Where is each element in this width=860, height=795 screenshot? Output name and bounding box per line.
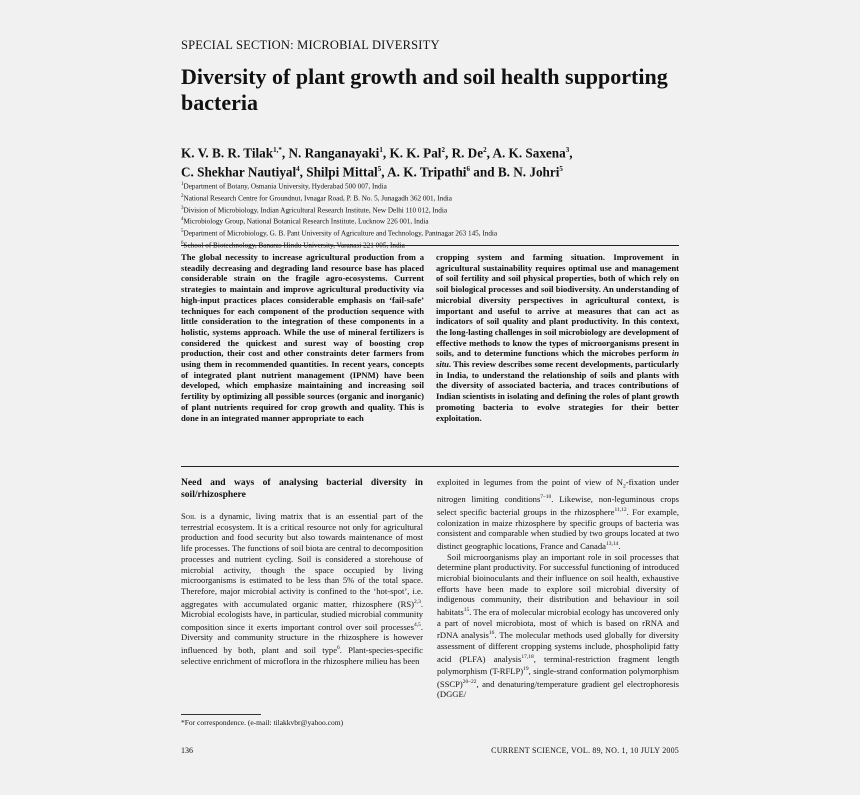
footnote-rule: [181, 714, 261, 715]
text-run: . Plant-species-specific selective enrichment of microflora in the rhizosphere milieu has been: [181, 645, 423, 666]
text-run: . Microbial ecologists have, in particular, studied microbial community composition since it exerts important control over soil processes: [181, 598, 423, 632]
article-page: [181, 0, 679, 795]
author-affiliation-mark: 1,*: [273, 146, 282, 154]
citation-ref: 17,18: [521, 653, 534, 660]
author-affiliation-mark: 3: [565, 146, 570, 154]
citation-ref: 11,12: [614, 506, 627, 513]
text-run: , single-strand conformation polymorphism (SSCP): [437, 665, 679, 689]
author-name: N. Ranganayaki: [288, 145, 380, 161]
text-run: Soil microorganisms play an important role in soil processes that determine plant productivity. For successful functioning of introduced microbial bioinoculants and their influence on soil health, exhaustive efforts have been made to explore soil microbial diversity of indigenous community, their distribution and behaviour in soil habitats: [437, 551, 679, 617]
page-number: 136: [181, 746, 193, 755]
body-column-left: [181, 477, 423, 666]
affiliation: $^1$Department of Botany, Osmania University, Hyderabad 500 007, India: [181, 182, 387, 191]
citation-ref: 2,3: [413, 598, 421, 605]
abstract-column-right: [436, 252, 679, 423]
abstract-bottom-rule: [181, 466, 679, 467]
section-heading: Need and ways of analysing bacterial diversity in soil/rhizosphere: [181, 477, 423, 500]
text-run: 2: [623, 483, 626, 490]
citation-ref: 20–22: [462, 678, 477, 685]
text-run: , and denaturing/temperature gradient gel electrophoresis (DGGE/: [437, 678, 679, 700]
author-name: A. K. Tripathi: [387, 164, 467, 180]
affiliation: $^3$Division of Microbiology, Indian Agricultural Research Institute, New Delhi 110 012, India: [181, 205, 448, 214]
text-run: Soil: [181, 511, 196, 521]
text-run: . The molecular methods used globally for diversity assessment of different cropping systems include, phospholipid fatty acid (PLFA) analysis: [437, 630, 679, 664]
citation-ref: 7–10: [540, 494, 552, 501]
text-run: is a dynamic, living matrix that is an essential part of the terrestrial ecosystem. It is a critical resource not only for agricultural production and food security but also towards maintenance of most life processes. The functions of soil biota are central to decomposition processes and nutrient cycling. Soil is considered a storehouse of microbial activity, though the space occupied by living microorganisms is estimated to be less than 5% of the total space. Therefore, major microbial activity is confined to the ‘hot-spot’, i.e. aggregates with accumulated organic matter, rhizosphere (RS): [181, 511, 423, 609]
author-list: K. V. B. R. Tilak$^{1,*}$, N. Ranganayaki$^1$, K. K. Pal$^2$, R. De$^2$, A. K. Saxena$^3$, C. Shekhar Nautiyal$^4$, Shilpi Mittal$^5$, A. K. Tripathi$^6$ and B. N. Johri$^5$: [181, 145, 573, 180]
body-paragraph: [437, 477, 679, 552]
text-run: exploited in legumes from the point of view of N: [437, 477, 624, 487]
author-affiliation-mark: 2: [441, 146, 445, 154]
text-run: .: [618, 540, 621, 551]
author-affiliation-mark: 2: [483, 146, 487, 154]
citation-ref: 6: [337, 645, 340, 652]
text-run: . Diversity and community structure in the rhizosphere is however influenced by both, plant and soil type: [181, 621, 423, 656]
citation-ref: 4,5: [413, 621, 421, 628]
affiliation: $^4$Microbiology Group, National Botanical Research Institute, Lucknow 226 001, India: [181, 217, 429, 226]
author-name: C. Shekhar Nautiyal: [181, 164, 297, 180]
body-paragraph: [181, 511, 423, 666]
author-name: Shilpi Mittal: [306, 164, 378, 180]
correspondence-footnote: *For correspondence. (e-mail: tilakkvbr@yahoo.com): [181, 718, 344, 727]
text-run: , terminal-restriction fragment length polymorphism (T-RFLP): [437, 653, 679, 676]
section-label: SPECIAL SECTION: MICROBIAL DIVERSITY: [181, 38, 440, 52]
citation-ref: 16: [488, 630, 495, 637]
author-affiliation-mark: 5: [377, 165, 382, 174]
abstract-top-rule: [181, 245, 679, 246]
author-name: R. De: [451, 145, 484, 161]
affiliation: $^2$National Research Centre for Groundnut, Ivnagar Road, P. B. No. 5, Junagadh 362 001, India: [181, 193, 452, 203]
author-affiliation-mark: 5: [559, 165, 563, 174]
author-name: K. V. B. R. Tilak: [181, 145, 274, 161]
author-name: A. K. Saxena: [492, 145, 566, 161]
abstract-italic-term: in situ: [436, 348, 679, 370]
text-run: . For example, colonization in maize rhizosphere by specific groups of bacteria was consistent and comparable when studied by two groups located at two distinct geographic locations, France and Canada: [437, 506, 679, 551]
body-column-right: [437, 477, 679, 700]
citation-ref: 19: [523, 666, 529, 673]
citation-ref: 13,14: [605, 540, 619, 547]
affiliation: $^5$Department of Microbiology, G. B. Pant University of Agriculture and Technology, Pantnagar 263 145, India: [181, 229, 498, 238]
author-name: B. N. Johri: [497, 164, 560, 180]
text-run: -fixation under nitrogen limiting conditions: [437, 477, 679, 505]
abstract-column-left: [181, 252, 424, 423]
article-title: Diversity of plant growth and soil health supporting bacteria: [181, 64, 668, 115]
citation-ref: 15: [463, 607, 470, 614]
text-run: . Likewise, non-leguminous crops select specific bacterial groups in the rhizosphere: [437, 494, 679, 517]
abstract-text-right: [436, 252, 679, 423]
abstract-text-left: The global necessity to increase agricultural production from a steadily decreasing and degrading land resource base has placed considerable strain on the fragile agro-ecosystems. Current strategies to maintain and improve agricultural productivity via high-input practices places considerable emphasis on ‘fail-safe’ techniques for each component of the production sequence with little consideration to the integration of these components in a holistic, systems approach. While the use of mineral fertilizers is considered the quickest and surest way of boosting crop production, their cost and other constraints deter farmers from using them in recommended quantities. In recent years, concepts of integrated plant nutrient management (IPNM) have been developed, which emphasize maintaining and increasing soil fertility by optimizing all possible sources (organic and inorganic) of plant nutrients required for crop growth and quality. This is done in an integrated manner appropriate to each: [181, 252, 424, 423]
article-body: [181, 477, 679, 737]
body-paragraph: [437, 552, 679, 700]
text-run: . The era of molecular microbial ecology has uncovered only a part of novel microbiota, most of which is based on rRNA and rDNA analysis: [437, 606, 679, 641]
affiliation-list: [181, 180, 679, 251]
author-name: K. K. Pal: [389, 145, 442, 161]
author-affiliation-mark: 1: [379, 146, 383, 154]
journal-citation: CURRENT SCIENCE, VOL. 89, NO. 1, 10 JULY 2005: [491, 746, 679, 755]
abstract: [181, 252, 679, 464]
author-affiliation-mark: 6: [466, 165, 470, 174]
affiliation: $^6$School of Biotechnology, Banaras Hindu University, Varanasi 221 005, India: [181, 240, 405, 250]
author-affiliation-mark: 4: [296, 165, 300, 174]
abstract-text-right-part: cropping system and farming situation. Improvement in agricultural sustainability requires optimal use and management of soil fertility and soil physical properties, both of which rely on soil biological processes and soil biodiversity. An understanding of microbial diversity perspectives in agricultural context, is important and useful to arrive at measures that can act as indicators of soil quality and plant productivity. In this context, the long-lasting challenges in soil microbiology are development of effective methods to know the types of microorganisms present in soils, and to determine functions which the microbes perform: [436, 252, 679, 359]
abstract-text-right-part: . This review describes some recent developments, particularly in India, to understand the relationship of soils and plants with the diversity of associated bacteria, and traces contributions of Indian scientists in isolating and defining the roles of plant growth promoting bacteria to evolve strategies for their better exploitation.: [436, 359, 679, 423]
